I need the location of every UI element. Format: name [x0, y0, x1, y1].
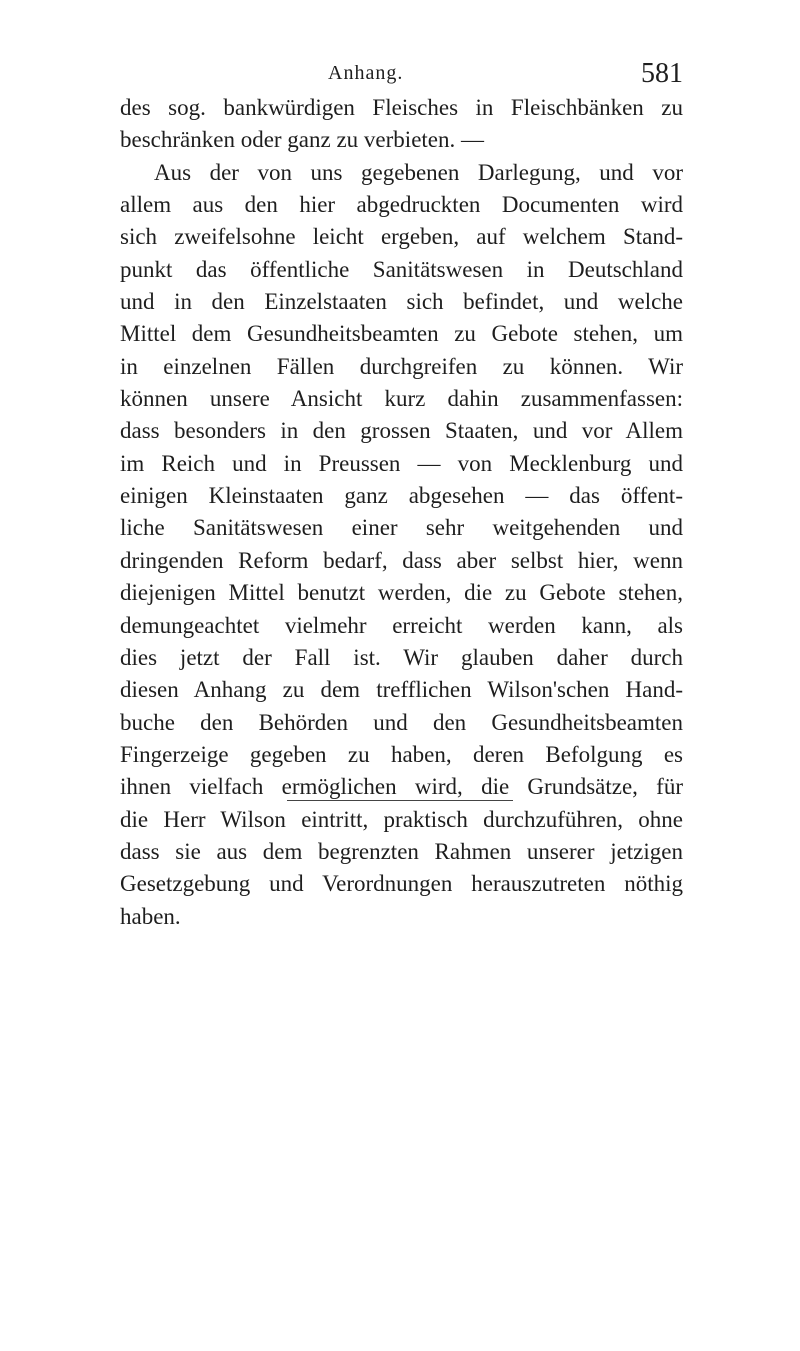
- running-head: Anhang.: [328, 62, 404, 84]
- end-rule: [287, 800, 513, 801]
- text-line: allem aus den hier abgedruckten Documenten wird: [120, 192, 683, 218]
- body-text: [120, 92, 683, 933]
- text-line: Gesetzgebung und Verordnungen herauszutreten nöthig: [120, 871, 683, 897]
- text-line: dies jetzt der Fall ist. Wir glauben daher durch: [120, 644, 683, 670]
- text-line: haben.: [120, 903, 181, 929]
- text-line: in einzelnen Fällen durchgreifen zu können. Wir: [120, 353, 683, 379]
- text-line: demungeachtet vielmehr erreicht werden kann, als: [120, 612, 683, 638]
- text-line: diejenigen Mittel benutzt werden, die zu Gebote stehen,: [120, 580, 683, 606]
- page-number: 581: [641, 58, 683, 89]
- text-line: dass besonders in den grossen Staaten, und vor Allem: [120, 418, 683, 444]
- text-line: punkt das öffentliche Sanitätswesen in Deutschland: [120, 256, 683, 282]
- text-line: des sog. bankwürdigen Fleisches in Fleischbänken zu: [120, 95, 683, 120]
- text-line: können unsere Ansicht kurz dahin zusammenfassen:: [120, 386, 683, 412]
- text-line: im Reich und in Preussen — von Mecklenburg und: [120, 450, 683, 476]
- text-line: Aus der von uns gegebenen Darlegung, und vor: [154, 159, 683, 185]
- text-line: Mittel dem Gesundheitsbeamten zu Gebote stehen, um: [120, 321, 683, 347]
- text-line: einigen Kleinstaaten ganz abgesehen — das öffent-: [120, 483, 683, 509]
- text-line: beschränken oder ganz zu verbieten. —: [120, 127, 485, 153]
- text-line: buche den Behörden und den Gesundheitsbeamten: [120, 709, 683, 735]
- text-line: ihnen vielfach ermöglichen wird, die Grundsätze, für: [120, 774, 683, 800]
- text-line: diesen Anhang zu dem trefflichen Wilson'schen Hand-: [120, 677, 683, 703]
- text-line: Fingerzeige gegeben zu haben, deren Befolgung es: [120, 741, 683, 767]
- text-line: liche Sanitätswesen einer sehr weitgehenden und: [120, 515, 683, 541]
- text-line: dass sie aus dem begrenzten Rahmen unserer jetzigen: [120, 838, 683, 864]
- text-line: dringenden Reform bedarf, dass aber selbst hier, wenn: [120, 547, 683, 573]
- text-line: sich zweifelsohne leicht ergeben, auf welchem Stand-: [120, 224, 683, 250]
- text-line: und in den Einzelstaaten sich befindet, und welche: [120, 289, 683, 315]
- text-line: die Herr Wilson eintritt, praktisch durchzuführen, ohne: [120, 806, 683, 832]
